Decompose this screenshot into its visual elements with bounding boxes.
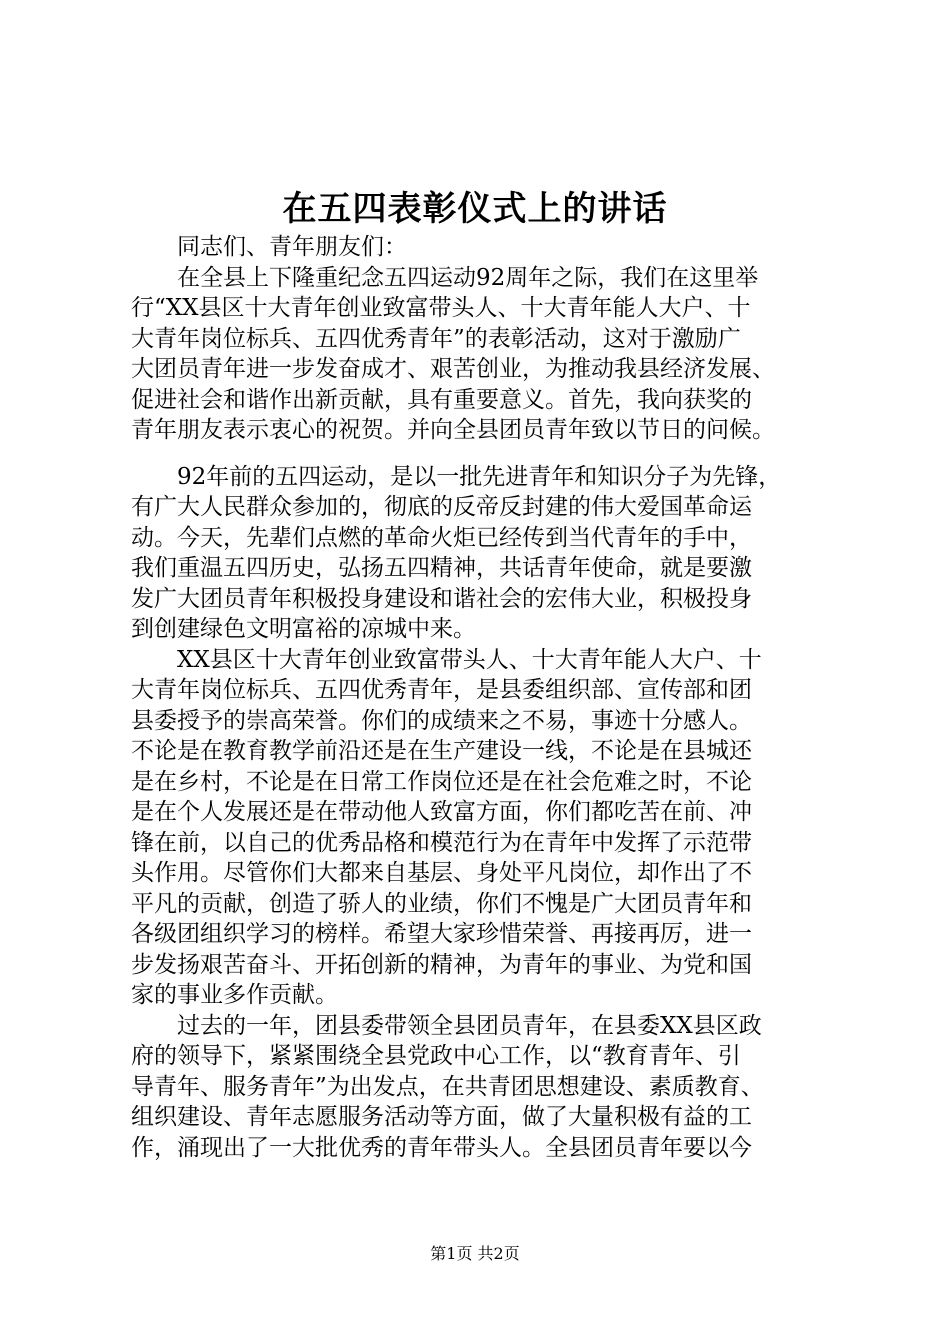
page-number-footer: 第1页 共2页 (430, 1244, 520, 1263)
document-title: 在五四表彰仪式上的讲话 (282, 189, 668, 229)
text-line: 行“XX县区十大青年创业致富带头人、十大青年能人大户、十 (131, 295, 751, 321)
text-line: 锋在前，以自己的优秀品格和模范行为在青年中发挥了示范带 (131, 829, 752, 856)
text-line: 过去的一年，团县委带领全县团员青年，在县委XX县区政 (177, 1012, 762, 1039)
text-line: 大团员青年进一步发奋成才、艰苦创业，为推动我县经济发展、 (131, 356, 775, 382)
text-line: 步发扬艰苦奋斗、开拓创新的精神，为青年的事业、为党和国 (131, 951, 752, 978)
text-line: 府的领导下，紧紧围绕全县党政中心工作，以“教育青年、引 (131, 1043, 741, 1069)
text-line: 发广大团员青年积极投身建设和谐社会的宏伟大业，积极投身 (131, 585, 752, 612)
text-line: 到创建绿色文明富裕的凉城中来。 (131, 616, 476, 642)
text-line: 在全县上下隆重纪念五四运动92周年之际，我们在这里举 (177, 264, 759, 291)
text-line: 同志们、青年朋友们： (177, 234, 407, 260)
text-line: 大青年岗位标兵、五四优秀青年，是县委组织部、宣传部和团 (131, 677, 752, 703)
text-line: 导青年、服务青年”为出发点，在共青团思想建设、素质教育、 (131, 1073, 764, 1100)
text-line: 促进社会和谐作出新贡献，具有重要意义。首先，我向获奖的 (131, 386, 752, 413)
text-line: 作，涌现出了一大批优秀的青年带头人。全县团员青年要以今 (131, 1134, 752, 1161)
text-line: 家的事业多作贡献。 (131, 982, 338, 1008)
text-line: 我们重温五四历史，弘扬五四精神，共话青年使命，就是要激 (131, 555, 752, 581)
text-line: 有广大人民群众参加的，彻底的反帝反封建的伟大爱国革命运 (131, 494, 752, 520)
text-line: 大青年岗位标兵、五四优秀青年”的表彰活动，这对于激励广 (131, 325, 741, 352)
text-line: 青年朋友表示衷心的祝贺。并向全县团员青年致以节日的问候。 (131, 417, 775, 443)
text-line: 不论是在教育教学前沿还是在生产建设一线，不论是在县城还 (131, 738, 752, 764)
text-line: XX县区十大青年创业致富带头人、十大青年能人大户、十 (177, 646, 762, 673)
text-line: 动。今天，先辈们点燃的革命火炬已经传到当代青年的手中， (131, 524, 752, 551)
text-line: 平凡的贡献，创造了骄人的业绩，你们不愧是广大团员青年和 (131, 890, 752, 917)
text-line: 各级团组织学习的榜样。希望大家珍惜荣誉、再接再厉，进一 (131, 921, 752, 947)
text-line: 头作用。尽管你们大都来自基层、身处平凡岗位，却作出了不 (131, 860, 752, 886)
text-line: 是在个人发展还是在带动他人致富方面，你们都吃苦在前、冲 (131, 799, 752, 825)
text-line: 是在乡村，不论是在日常工作岗位还是在社会危难之时，不论 (131, 768, 752, 795)
text-line: 县委授予的崇高荣誉。你们的成绩来之不易，事迹十分感人。 (131, 707, 752, 734)
text-line: 92年前的五四运动，是以一批先进青年和知识分子为先锋， (177, 463, 782, 490)
text-line: 组织建设、青年志愿服务活动等方面，做了大量积极有益的工 (131, 1104, 752, 1130)
